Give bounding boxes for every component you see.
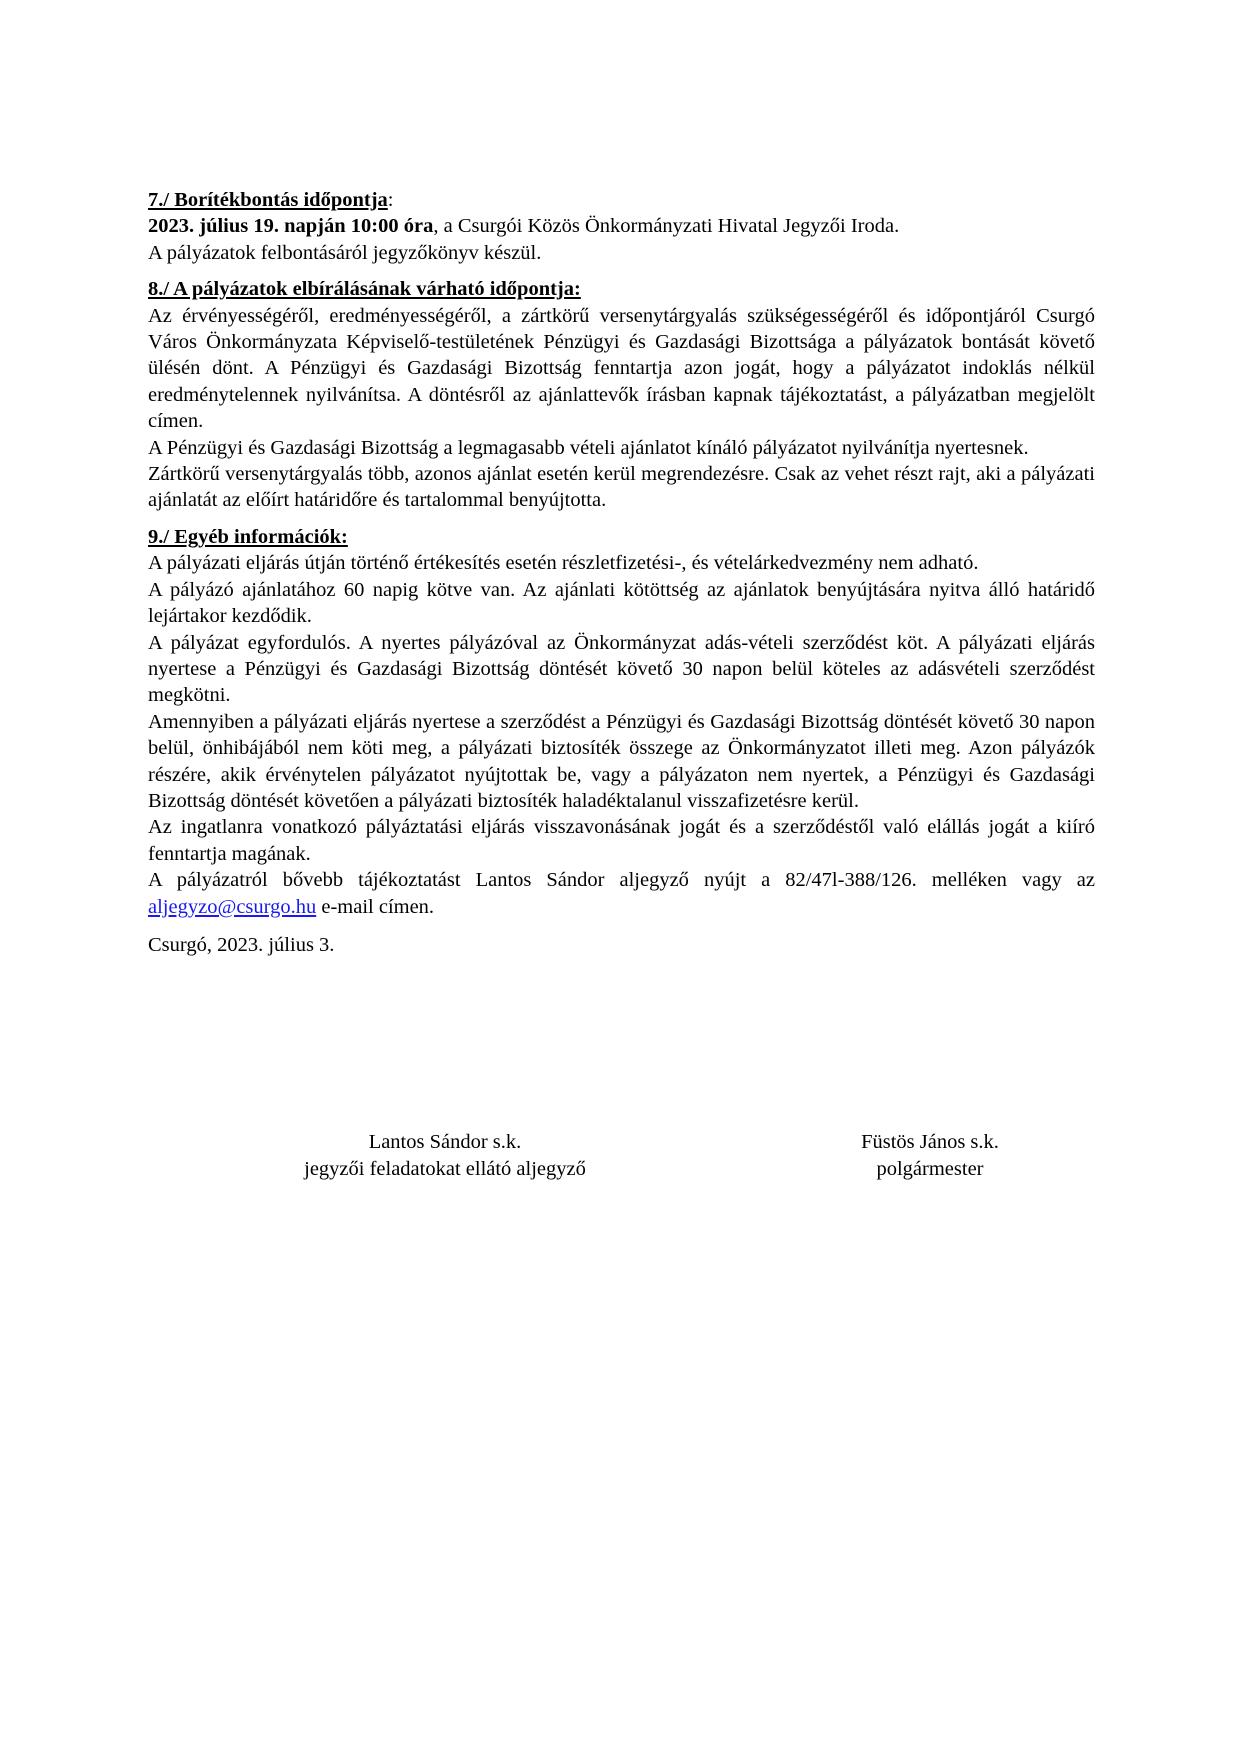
- section-9-paragraph-2: A pályázó ajánlatához 60 napig kötve van. Az ajánlati kötöttség az ajánlatok benyújtására nyitva álló határidő lejártakor kezdődik.: [148, 578, 1095, 628]
- contact-text: A pályázatról bővebb tájékoztatást Lantos Sándor aljegyző nyújt a 82/47l-388/126. melléken vagy az: [148, 869, 1095, 892]
- document-body: [148, 187, 1095, 958]
- signature-left: [240, 1129, 650, 1183]
- email-link[interactable]: aljegyzo@csurgo.hu: [148, 895, 317, 918]
- opening-location: , a Csurgói Közös Önkormányzati Hivatal Jegyzői Iroda.: [433, 215, 900, 238]
- opening-date: 2023. július 19. napján 10:00 óra: [148, 215, 434, 238]
- place-and-date: Csurgó, 2023. július 3.: [148, 933, 335, 956]
- signatory-title-right: polgármester: [876, 1158, 984, 1180]
- section-7-heading-colon: :: [387, 189, 394, 211]
- section-8-paragraph-3: Zártkörű versenytárgyalás több, azonos ajánlat esetén kerül megrendezésre. Csak az vehet részt rajt, aki a pályázati ajánlatát az előírt határidőre és tartalommal benyújtotta.: [148, 463, 1095, 512]
- section-9-paragraph-3: A pályázat egyfordulós. A nyertes pályázóval az Önkormányzat adás-vételi szerződést köt. A pályázati eljárás nyertese a Pénzügyi és Gazdasági Bizottság döntését követő 30 napon belül köteles az adásvételi szerződést megkötni.: [148, 631, 1095, 707]
- section-7-minutes-note: A pályázatok felbontásáról jegyzőkönyv készül.: [148, 241, 542, 264]
- section-8-heading-text: 8./ A pályázatok elbírálásának várható időpontja:: [148, 278, 581, 301]
- section-8-paragraph-2: A Pénzügyi és Gazdasági Bizottság a legmagasabb vételi ajánlatot kínáló pályázatot nyilvánítja nyertesnek.: [148, 436, 1029, 459]
- section-7-date-line: [148, 213, 1095, 239]
- section-7-heading: [148, 187, 1095, 213]
- section-9-paragraph-1: A pályázati eljárás útján történő értékesítés esetén részletfizetési-, és vételárkedvezmény nem adható.: [148, 552, 979, 575]
- section-7-heading-text: 7./ Borítékbontás időpontja: [148, 189, 388, 211]
- contact-text-end: e-mail címen.: [316, 895, 435, 918]
- section-8-heading: [148, 276, 1095, 302]
- section-8: [148, 276, 1095, 514]
- signatory-name-left: Lantos Sándor s.k.: [368, 1131, 522, 1153]
- section-9-heading: [148, 524, 1095, 550]
- section-9-heading-text: 9./ Egyéb információk:: [148, 525, 348, 548]
- section-9-paragraph-6: [148, 867, 1095, 920]
- section-8-paragraph-1: Az érvényességéről, eredményességéről, a zártkörű versenytárgyalás szükségességéről és időpontjáról Csurgó Város Önkormányzata Képviselő-testületének Pénzügyi és Gazdasági Bizottsága a pályázatok bontását követő ülésén dönt. A Pénzügyi és Gazdasági Bizottság fenntartja azon jogát, hogy a pályázatot indoklás nélkül eredménytelennek nyilvánítsa. A döntésről az ajánlattevők írásban kapnak tájékoztatást, a pályázatban megjelölt címen.: [148, 304, 1095, 433]
- signatory-name-right: Füstös János s.k.: [861, 1131, 999, 1153]
- section-9-paragraph-5: Az ingatlanra vonatkozó pályáztatási eljárás visszavonásának jogát és a szerződéstől való elállás jogát a kiíró fenntartja magának.: [148, 816, 1095, 865]
- signatory-title-left: jegyzői feladatokat ellátó aljegyző: [304, 1158, 586, 1180]
- signature-right: [790, 1129, 1070, 1183]
- section-7: [148, 187, 1095, 266]
- section-9-paragraph-4: Amennyiben a pályázati eljárás nyertese a szerződést a Pénzügyi és Gazdasági Bizottság döntését követő 30 napon belül, önhibájából nem köti meg, a pályázati biztosíték összege az Önkormányzatot illeti meg. Azon pályázók részére, akik érvénytelen pályázatot nyújtottak be, vagy a pályázaton nem nyertek, a Pénzügyi és Gazdasági Bizottság döntését követően a pályázati biztosíték haladéktalanul visszafizetésre kerül.: [148, 710, 1095, 812]
- section-9: [148, 524, 1095, 920]
